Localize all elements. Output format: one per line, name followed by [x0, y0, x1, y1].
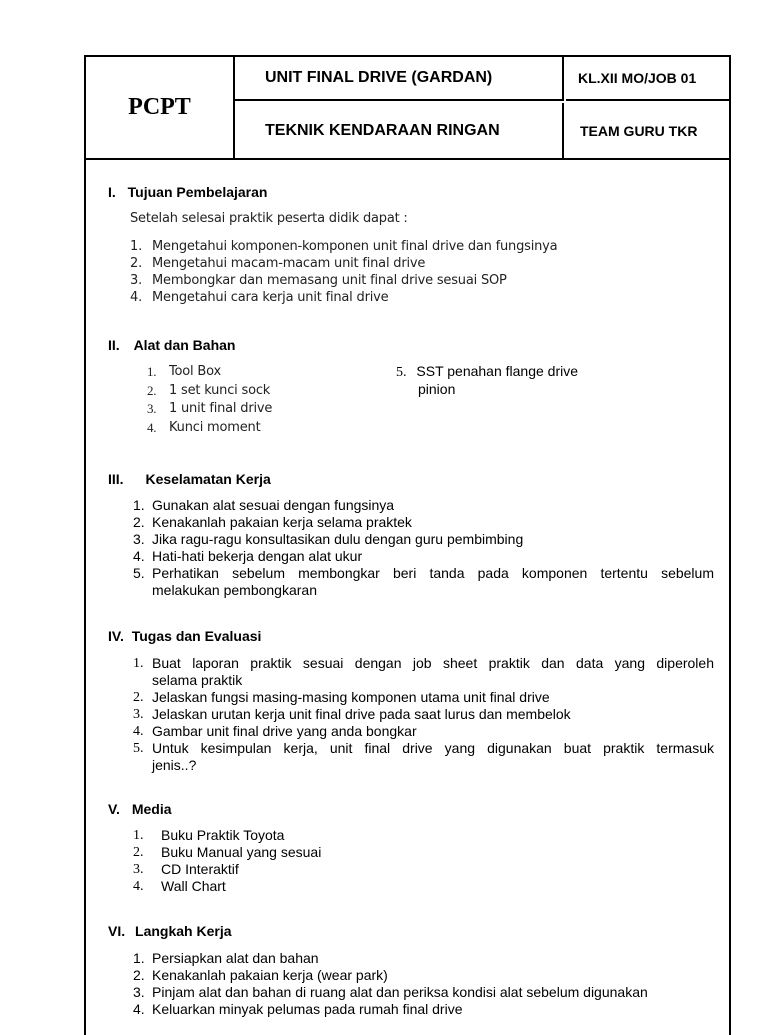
list-item: 4. Hati-hati bekerja dengan alat ukur: [133, 548, 363, 564]
list-item: 3. Pinjam alat dan bahan di ruang alat dan periksa kondisi alat sebelum digunakan: [133, 984, 648, 1000]
list-item: 2. Kenakanlah pakaian kerja selama praktek: [133, 514, 412, 530]
section-number: IV.: [108, 628, 124, 644]
list-item: 5. Untuk kesimpulan kerja, unit final drive yang digunakan buat praktik termasuk jenis..?: [133, 740, 714, 773]
section-6-list: [133, 950, 648, 1018]
section-5-list: [133, 827, 321, 895]
section-6-heading: [108, 923, 232, 939]
section-title: Media: [131, 801, 172, 817]
section-number: II.: [108, 337, 120, 353]
list-item: 1. Mengetahui komponen-komponen unit final drive dan fungsinya: [130, 239, 558, 254]
section-3-list: [133, 497, 714, 599]
list-item: 3. Jika ragu-ragu konsultasikan dulu dengan guru pembimbing: [133, 531, 524, 547]
section-1-intro: Setelah selesai praktik peserta didik dapat :: [130, 211, 408, 226]
list-item: 2. Mengetahui macam-macam unit final drive: [130, 256, 426, 271]
section-3-heading: [108, 471, 271, 487]
section-title: Keselamatan Kerja: [145, 471, 271, 487]
section-5-heading: [108, 801, 172, 817]
list-item: 1. Persiapkan alat dan bahan: [133, 950, 319, 966]
list-item: 5. Perhatikan sebelum membongkar beri tanda pada komponen tertentu sebelum melakukan pembongkaran: [133, 565, 714, 598]
section-4-list: [133, 655, 714, 774]
list-item: 4. Keluarkan minyak pelumas pada rumah final drive: [133, 1001, 463, 1017]
section-number: V.: [108, 801, 120, 817]
job-code: KL.XII MO/JOB 01: [566, 57, 731, 101]
section-number: VI.: [108, 923, 126, 939]
list-item: 2. Buku Manual yang sesuai: [133, 844, 322, 860]
list-item: 2. Jelaskan fungsi masing-masing komponen utama unit final drive: [133, 689, 550, 705]
list-item: 3. CD Interaktif: [133, 861, 239, 877]
logo-text: PCPT: [86, 57, 235, 158]
section-4-heading: [108, 628, 261, 644]
list-item: 4. Kunci moment: [147, 419, 261, 435]
section-number: I.: [108, 184, 116, 200]
list-item: 3. 1 unit final drive: [147, 401, 273, 416]
section-title: Tugas dan Evaluasi: [131, 628, 262, 644]
section-2-heading: [108, 337, 235, 353]
section-2-item-5: 5. SST penahan flange drive pinion: [396, 363, 579, 397]
section-1-list: [130, 238, 690, 306]
list-item: 2. 1 set kunci sock: [147, 382, 271, 398]
list-item: 4. Mengetahui cara kerja unit final drive: [130, 290, 389, 305]
section-title: Tujuan Pembelajaran: [127, 184, 268, 200]
list-item: 1. Buku Praktik Toyota: [133, 827, 285, 843]
list-item: 3. Jelaskan urutan kerja unit final drive pada saat lurus dan membelok: [133, 706, 571, 722]
list-item: 3. Membongkar dan memasang unit final drive sesuai SOP: [130, 273, 507, 288]
section-title: Alat dan Bahan: [133, 337, 236, 353]
section-title: Langkah Kerja: [135, 923, 232, 939]
list-item: 1. Gunakan alat sesuai dengan fungsinya: [133, 497, 395, 513]
list-item: 2. Kenakanlah pakaian kerja (wear park): [133, 967, 388, 983]
list-item: 4. Wall Chart: [133, 878, 226, 894]
list-item: 4. Gambar unit final drive yang anda bongkar: [133, 723, 417, 739]
section-1-heading: [108, 184, 267, 200]
job-title: UNIT FINAL DRIVE (GARDAN): [235, 57, 564, 101]
section-2-list: [147, 363, 272, 437]
team-name: TEAM GURU TKR: [580, 122, 698, 139]
header-table: [86, 57, 729, 160]
program-title: TEKNIK KENDARAAN RINGAN: [235, 103, 564, 158]
section-number: III.: [108, 471, 124, 487]
list-item: 1. Buat laporan praktik sesuai dengan job sheet praktik dan data yang diperoleh selama praktik: [133, 655, 714, 688]
list-item: 1. Tool Box: [147, 364, 221, 379]
